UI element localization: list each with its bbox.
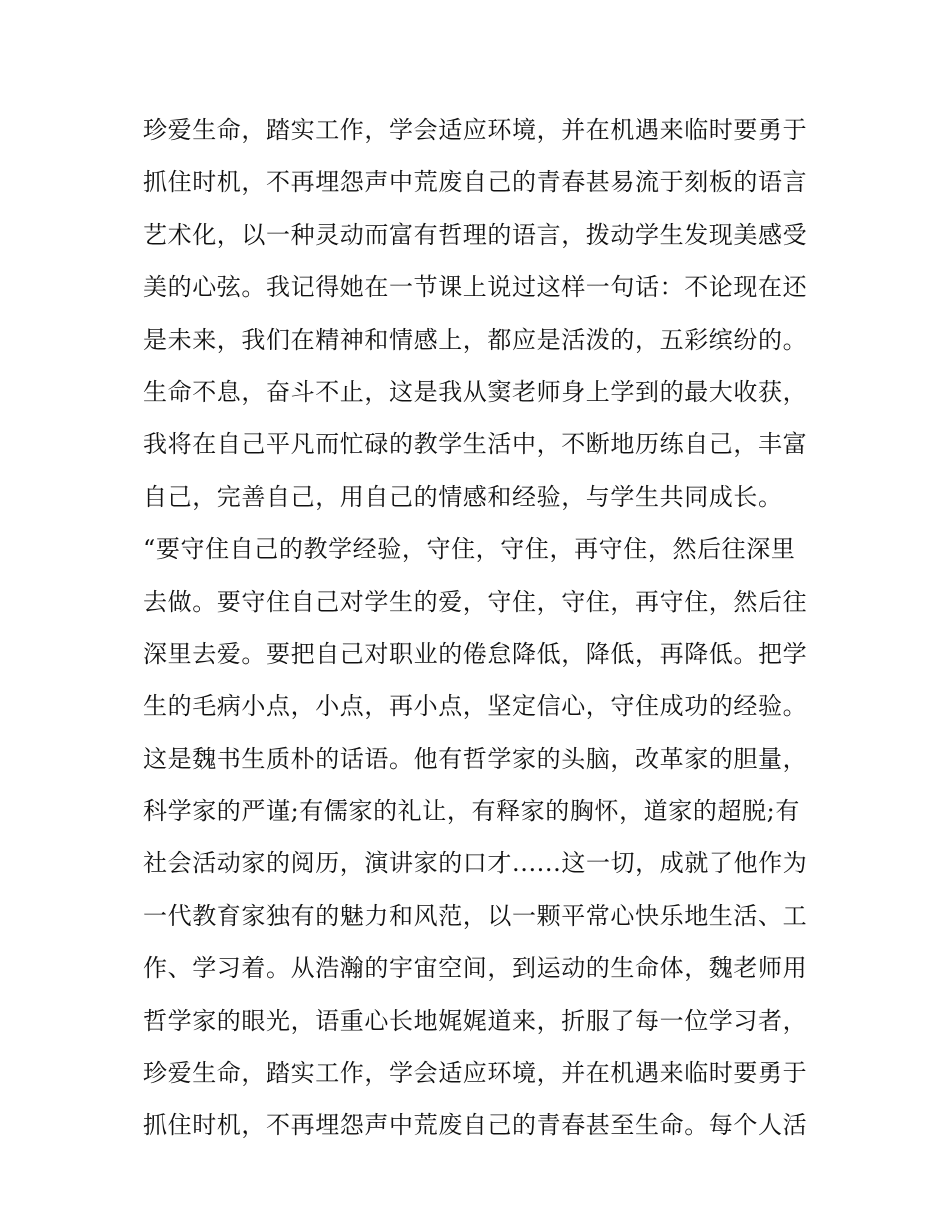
text-line: 生的毛病小点，小点，再小点，坚定信心，守住成功的经验。 [143, 692, 808, 721]
text-line: 珍爱生命，踏实工作，学会适应环境，并在机遇来临时要勇于 [143, 1059, 808, 1088]
text-line: 这是魏书生质朴的话语。他有哲学家的头脑，改革家的胆量， [143, 744, 808, 773]
text-line: 抓住时机，不再埋怨声中荒废自己的青春甚至生命。每个人活 [143, 1111, 808, 1140]
text-line: 作、学习着。从浩瀚的宇宙空间，到运动的生命体，魏老师用 [143, 954, 808, 983]
text-line: 哲学家的眼光，语重心长地娓娓道来，折服了每一位学习者， [143, 1006, 808, 1035]
body-text [143, 104, 823, 1152]
text-line: 珍爱生命，踏实工作，学会适应环境，并在机遇来临时要勇于 [143, 116, 808, 144]
text-line: 去做。要守住自己对学生的爱，守住，守住，再守住，然后往 [143, 587, 808, 616]
text-line: 一代教育家独有的魅力和风范，以一颗平常心快乐地生活、工 [143, 901, 808, 930]
text-line: 社会活动家的阅历，演讲家的口才......这一切，成就了他作为 [143, 849, 808, 878]
text-line: 艺术化，以一种灵动而富有哲理的语言，拨动学生发现美感受 [143, 220, 808, 249]
text-line: 自己，完善自己，用自己的情感和经验，与学生共同成长。 [143, 482, 783, 511]
text-line: 我将在自己平凡而忙碌的教学生活中，不断地历练自己，丰富 [143, 430, 808, 459]
text-line: 生命不息，奋斗不止，这是我从窦老师身上学到的最大收获， [143, 377, 808, 406]
text-line: 科学家的严谨;有儒家的礼让，有释家的胸怀，道家的超脱;有 [143, 797, 800, 826]
text-line: 深里去爱。要把自己对职业的倦怠降低，降低，再降低。把学 [143, 639, 808, 668]
text-line: 是未来，我们在精神和情感上，都应是活泼的，五彩缤纷的。 [143, 325, 808, 354]
text-line: 抓住时机，不再埋怨声中荒废自己的青春甚易流于刻板的语言 [143, 168, 808, 197]
text-line: “要守住自己的教学经验，守住，守住，再守住，然后往深里 [143, 535, 796, 564]
text-line: 美的心弦。我记得她在一节课上说过这样一句话：不论现在还 [143, 273, 808, 302]
